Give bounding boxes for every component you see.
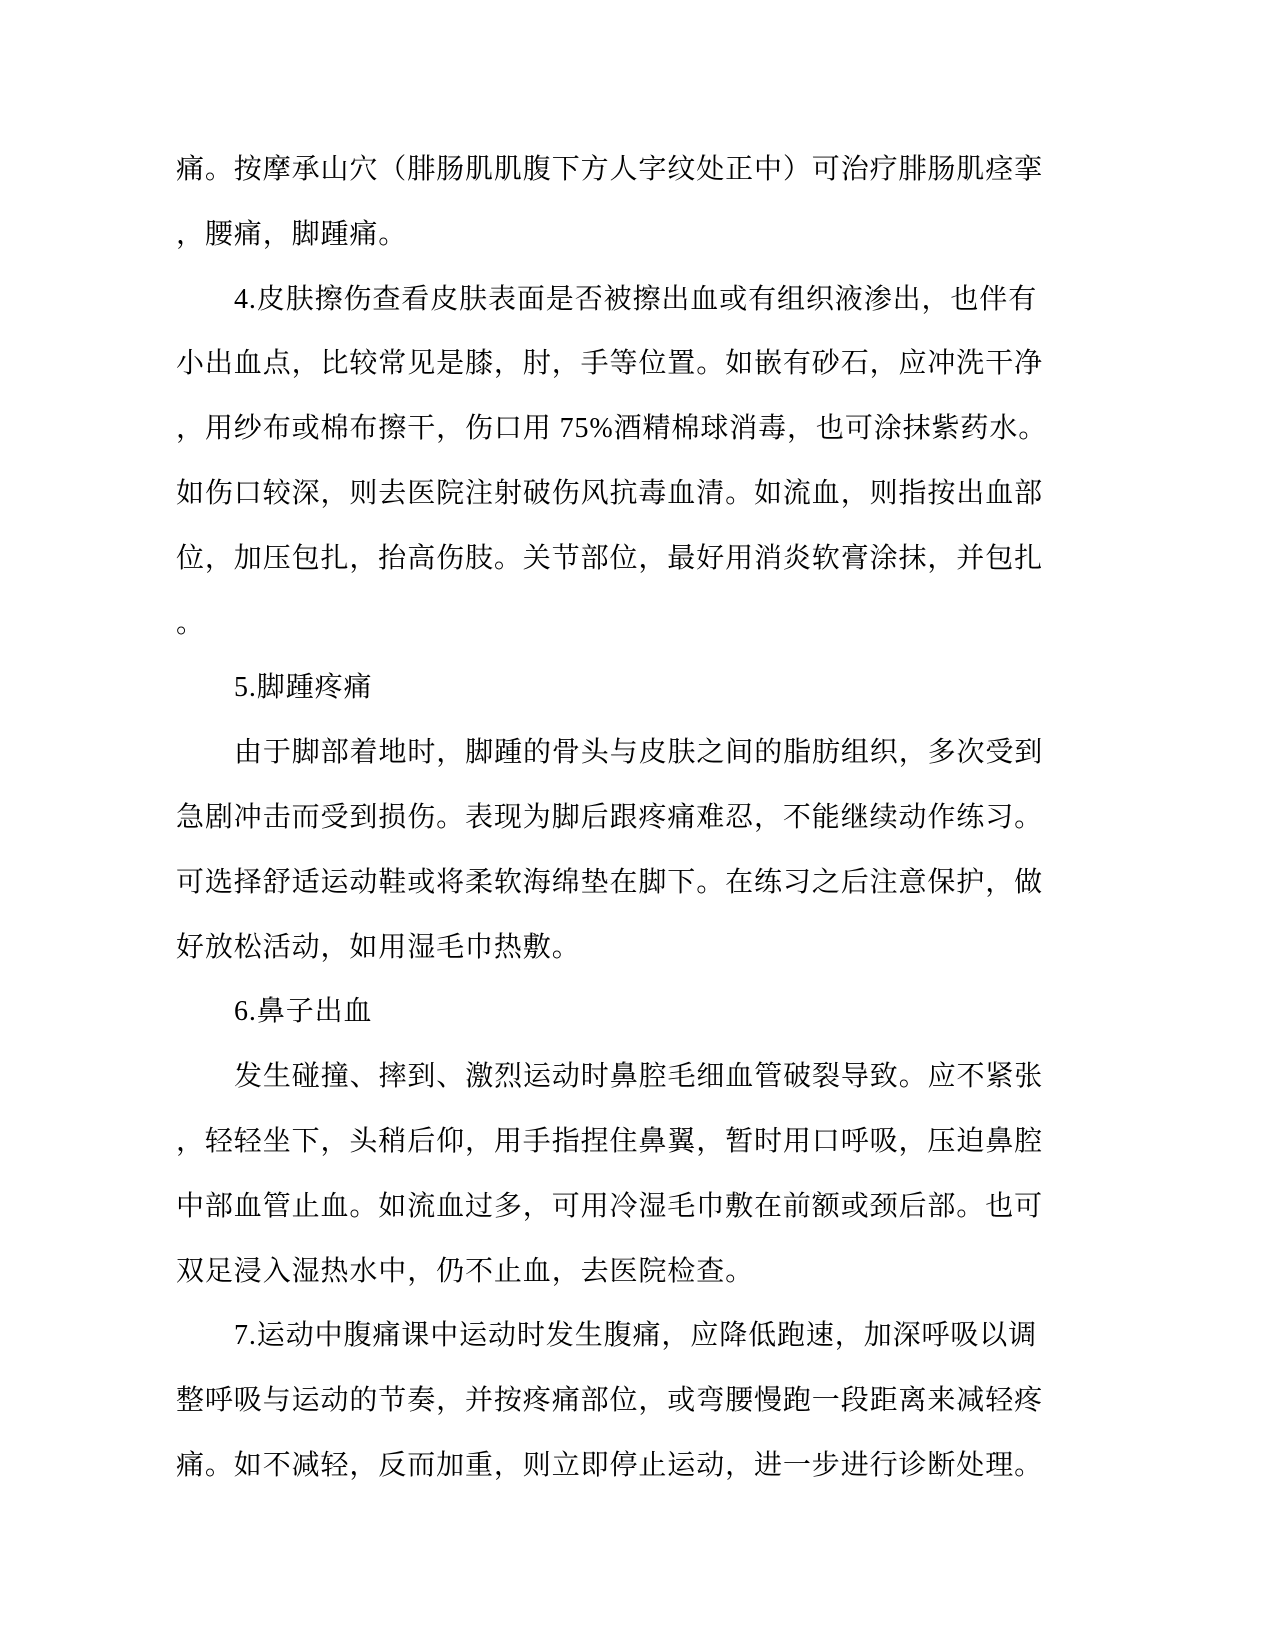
document-text-block: [176, 138, 1046, 1499]
text-line: 。: [176, 607, 205, 639]
text-line: 好放松活动，如用湿毛巾热敷。: [176, 931, 581, 963]
text-line: 位，加压包扎，抬高伤肢。关节部位，最好用消炎软膏涂抹，并包扎: [176, 542, 1044, 574]
text-line: 由于脚部着地时，脚踵的骨头与皮肤之间的脂肪组织，多次受到: [234, 737, 1044, 769]
text-line: 小出血点，比较常见是膝，肘，手等位置。如嵌有砂石，应冲洗干净: [176, 348, 1044, 380]
text-line: 6.鼻子出血: [234, 996, 373, 1028]
text-line: 4.皮肤擦伤查看皮肤表面是否被擦出血或有组织液渗出，也伴有: [234, 283, 1038, 315]
text-line: 急剧冲击而受到损伤。表现为脚后跟疼痛难忍，不能继续动作练习。: [176, 801, 1044, 833]
text-line: 痛。按摩承山穴（腓肠肌肌腹下方人字纹处正中）可治疗腓肠肌痉挛: [176, 154, 1044, 185]
text-line: 可选择舒适运动鞋或将柔软海绵垫在脚下。在练习之后注意保护，做: [176, 866, 1044, 898]
text-line: 中部血管止血。如流血过多，可用冷湿毛巾敷在前额或颈后部。也可: [176, 1190, 1044, 1222]
text-line: 发生碰撞、摔到、激烈运动时鼻腔毛细血管破裂导致。应不紧张: [234, 1061, 1044, 1093]
text-line: ，用纱布或棉布擦干，伤口用 75%酒精棉球消毒，也可涂抹紫药水。: [176, 413, 1048, 445]
text-line: ，腰痛，脚踵痛。: [176, 218, 408, 250]
text-line: 如伤口较深，则去医院注射破伤风抗毒血清。如流血，则指按出血部: [176, 477, 1044, 509]
text-line: 痛。如不减轻，反而加重，则立即停止运动，进一步进行诊断处理。: [176, 1449, 1044, 1481]
text-line: 双足浸入湿热水中，仍不止血，去医院检查。: [176, 1255, 755, 1287]
text-line: ，轻轻坐下，头稍后仰，用手指捏住鼻翼，暂时用口呼吸，压迫鼻腔: [176, 1125, 1044, 1157]
text-line: 5.脚踵疼痛: [234, 672, 373, 704]
text-line: 整呼吸与运动的节奏，并按疼痛部位，或弯腰慢跑一段距离来减轻疼: [176, 1385, 1044, 1417]
text-line: 7.运动中腹痛课中运动时发生腹痛，应降低跑速，加深呼吸以调: [234, 1320, 1038, 1352]
